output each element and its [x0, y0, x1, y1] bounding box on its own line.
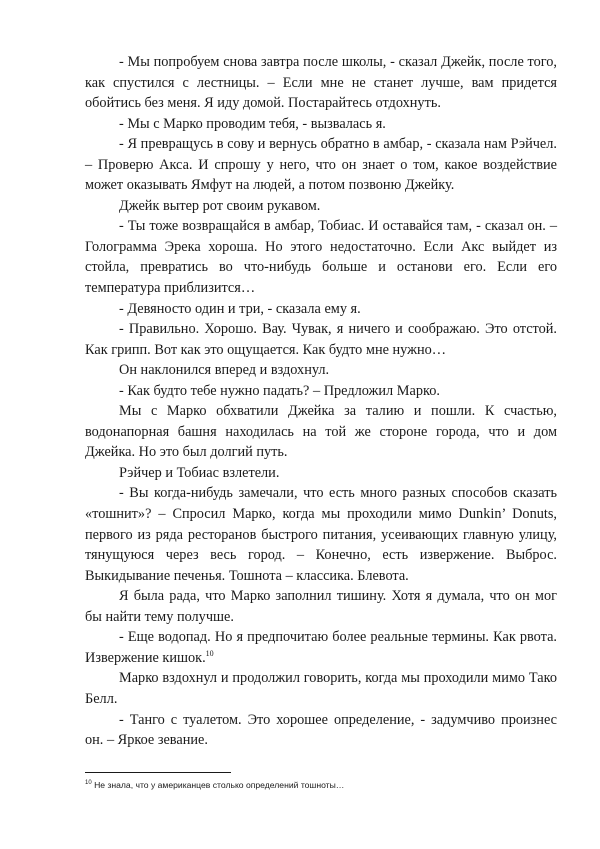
paragraph-14	[85, 627, 557, 668]
footnote-reference[interactable]: 10	[205, 649, 214, 659]
footnote-separator	[85, 772, 231, 773]
paragraph-10: Мы с Марко обхватили Джейка за талию и пошли. К счастью, водонапорная башня находилась на той же стороне города, что и дом Джейка. Но это был долгий путь.	[85, 403, 557, 461]
paragraph-14-text: - Еще водопад. Но я предпочитаю более реальные термины. Как рвота. Извержение кишок.	[85, 629, 557, 666]
paragraph-12: - Вы когда-нибудь замечали, что есть много разных способов сказать «тошнит»? – Спросил Марко, когда мы проходили мимо Dunkin’ Donuts, первого из ряда ресторанов быстрого питания, усеивающих главную улицу, тянущуюся через весь город. – Конечно, есть извержение. Выброс. Выкидывание печенья. Тошнота – классика. Блевота.	[85, 485, 557, 584]
paragraph-1: - Мы попробуем снова завтра после школы, - сказал Джейк, после того, как спустился с лестницы. – Если мне не станет лучше, вам придется обойтись без меня. Я иду домой. Постарайтесь отдохнуть.	[85, 54, 557, 112]
body-text	[85, 52, 557, 751]
paragraph-13: Я была рада, что Марко заполнил тишину. Хотя я думала, что он мог бы найти тему получше.	[85, 588, 557, 625]
paragraph-15: Марко вздохнул и продолжил говорить, когда мы проходили мимо Тако Белл.	[85, 670, 557, 707]
paragraph-7: - Правильно. Хорошо. Вау. Чувак, я ничего и соображаю. Это отстой. Как грипп. Вот как это ощущается. Как будто мне нужно…	[85, 321, 557, 358]
paragraph-4: Джейк вытер рот своим рукавом.	[119, 197, 321, 214]
footnote	[85, 779, 557, 791]
paragraph-9: - Как будто тебе нужно падать? – Предложил Марко.	[119, 382, 440, 399]
footnote-number: 10	[85, 780, 92, 787]
paragraph-6: - Девяносто один и три, - сказала ему я.	[119, 300, 361, 317]
footnote-text: Не знала, что у американцев столько определений тошноты…	[94, 780, 345, 790]
paragraph-2: - Мы с Марко проводим тебя, - вызвалась я.	[119, 115, 386, 132]
paragraph-8: Он наклонился вперед и вздохнул.	[119, 362, 330, 379]
paragraph-5: - Ты тоже возвращайся в амбар, Тобиас. И оставайся там, - сказал он. – Голограмма Эрека хороша. Но этого недостаточно. Если Акс выйдет из стойла, превратись во что-нибудь больше и останови его. Если его температура приблизится…	[85, 218, 557, 297]
paragraph-3: - Я превращусь в сову и вернусь обратно в амбар, - сказала нам Рэйчел. – Проверю Акса. И спрошу у него, что он знает о том, какое воздействие может оказывать Ямфут на людей, а потом позвоню Джейку.	[85, 136, 557, 194]
paragraph-11: Рэйчер и Тобиас взлетели.	[119, 464, 280, 481]
paragraph-16: - Танго с туалетом. Это хорошее определение, - задумчиво произнес он. – Яркое зевание.	[85, 711, 557, 749]
